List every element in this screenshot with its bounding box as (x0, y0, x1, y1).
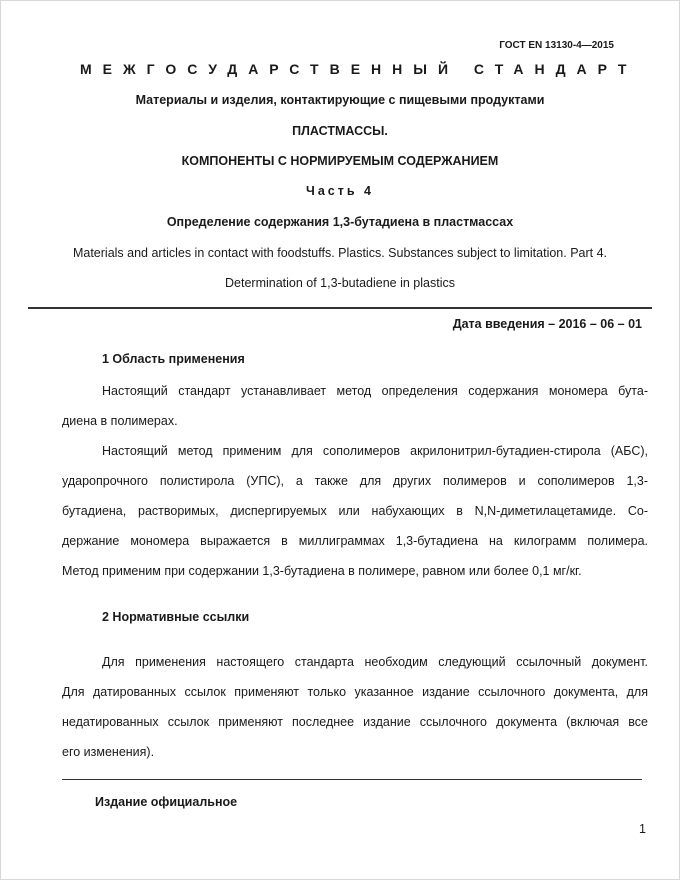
subtitle: Определение содержания 1,3-бутадиена в пластмассах (166, 215, 514, 229)
text-line: бутадиена, растворимых, диспергируемых или набухающих в N,N-диметилацетамиде. Со- (62, 504, 648, 518)
text-line: ударопрочного полистирола (УПС), а также для других полимеров и сополимеров 1,3- (62, 474, 648, 488)
text-line: Метод применим при содержании 1,3-бутадиена в полимере, равном или более 0,1 мг/кг. (62, 564, 582, 578)
english-title-line-1: Materials and articles in contact with foodstuffs. Plastics. Substances subject to limitation. Part 4. (72, 246, 608, 260)
document-number: ГОСТ EN 13130-4—2015 (499, 40, 614, 51)
section-2-paragraph-1 (62, 647, 648, 767)
title-line-3: КОМПОНЕНТЫ С НОРМИРУЕМЫМ СОДЕРЖАНИЕМ (181, 154, 499, 168)
official-edition-label: Издание официальное (95, 795, 238, 809)
text-line: его изменения). (62, 745, 155, 759)
text-line: диена в полимерах. (62, 414, 178, 428)
section-1-heading: 1 Область применения (102, 352, 245, 366)
page-number: 1 (639, 822, 646, 836)
section-2-heading: 2 Нормативные ссылки (102, 610, 250, 624)
introduction-date: Дата введения – 2016 – 06 – 01 (452, 317, 642, 331)
text-line: Настоящий стандарт устанавливает метод определения содержания мономера бута- (102, 384, 648, 398)
interstate-standard-banner: МЕЖГОСУДАРСТВЕННЫЙ СТАНДАРТ (80, 61, 638, 77)
footer-divider (62, 779, 642, 780)
header-divider (28, 307, 652, 309)
title-line-1: Материалы и изделия, контактирующие с пищевыми продуктами (135, 93, 545, 107)
title-line-2: ПЛАСТМАССЫ. (292, 124, 388, 138)
text-line: Для применения настоящего стандарта необходим следующий ссылочный документ. (102, 655, 648, 669)
text-line: Настоящий метод применим для сополимеров акрилонитрил-бутадиен-стирола (АБС), (102, 444, 648, 458)
text-line: Для датированных ссылок применяют только указанное издание ссылочного документа, для (62, 685, 648, 699)
part-label: Часть 4 (306, 184, 374, 198)
section-1-paragraph-1 (62, 376, 648, 436)
text-line: держание мономера выражается в миллиграммах 1,3-бутадиена на килограмм полимера. (62, 534, 648, 548)
text-line: недатированных ссылок применяют последнее издание ссылочного документа (включая все (62, 715, 648, 729)
section-1-paragraph-2 (62, 436, 648, 586)
english-title-line-2: Determination of 1,3-butadiene in plastics (225, 276, 455, 290)
